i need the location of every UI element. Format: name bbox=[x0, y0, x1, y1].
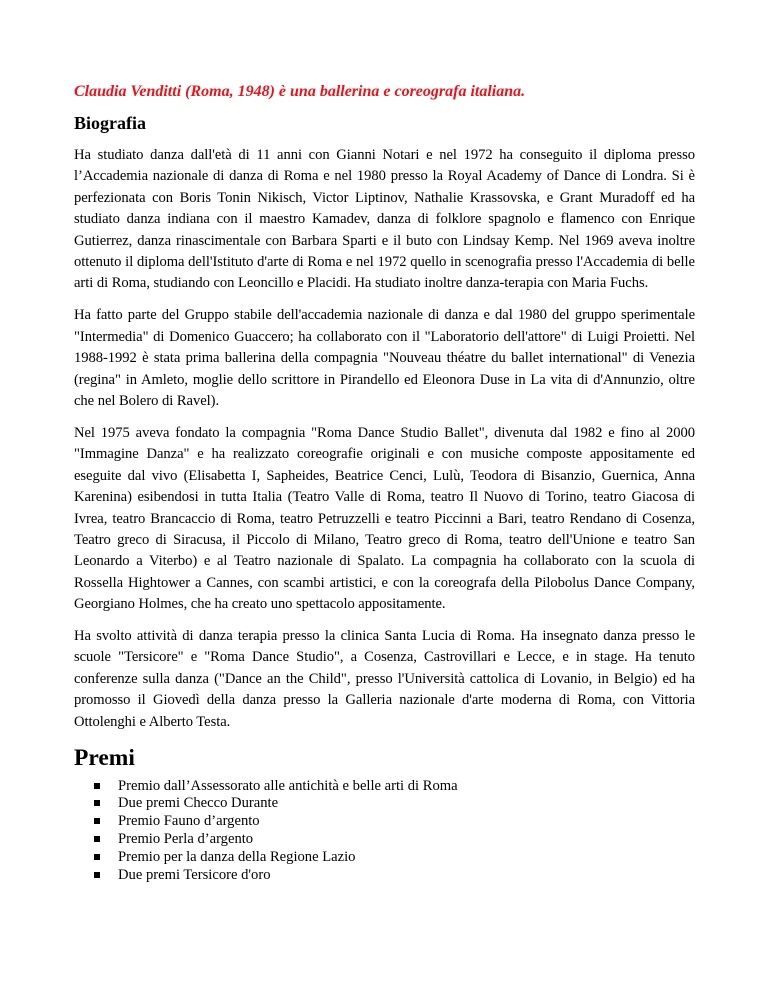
premi-item-label: Premio Perla d’argento bbox=[118, 830, 254, 847]
premi-item-label: Due premi Tersicore d'oro bbox=[118, 866, 271, 883]
square-bullet-icon bbox=[94, 836, 100, 842]
premi-list-item bbox=[94, 795, 695, 813]
biografia-paragraph-4: Ha svolto attività di danza terapia presso la clinica Santa Lucia di Roma. Ha insegnato danza presso le scuole "Tersicore" e "Roma Dance Studio", a Cosenza, Castrovillari e Lecce, e in stage. Ha tenuto conferenze sulla danza ("Dance an the Child", presso l'Università cattolica di Lovanio, in Belgio) ed ha promosso il Giovedì della danza presso la Galleria nazionale d'arte moderna di Roma, con Vittoria Ottolenghi e Alberto Testa. bbox=[74, 628, 695, 730]
square-bullet-icon bbox=[94, 872, 100, 878]
premi-list-item bbox=[94, 813, 695, 831]
intro-sentence: Claudia Venditti (Roma, 1948) è una ballerina e coreografa italiana. bbox=[74, 83, 526, 100]
document-page bbox=[74, 82, 695, 884]
premi-list-item bbox=[94, 849, 695, 867]
square-bullet-icon bbox=[94, 854, 100, 860]
premi-list-item bbox=[94, 867, 695, 885]
premi-item-label: Due premi Checco Durante bbox=[118, 795, 279, 812]
premi-list bbox=[74, 778, 695, 885]
premi-item-label: Premio dall’Assessorato alle antichità e belle arti di Roma bbox=[118, 777, 458, 794]
premi-list-item bbox=[94, 778, 695, 796]
square-bullet-icon bbox=[94, 800, 100, 806]
biografia-paragraph-3: Nel 1975 aveva fondato la compagnia "Roma Dance Studio Ballet", divenuta dal 1982 e fino al 2000 "Immagine Danza" e ha realizzato coreografie originali e con musiche composte appositamente ed eseguite dal vivo (Elisabetta I, Sapheides, Beatrice Cenci, Lulù, Teodora di Bisanzio, Guernica, Anna Karenina) esibendosi in tutta Italia (Teatro Valle di Roma, teatro Il Nuovo di Torino, teatro Giacosa di Ivrea, teatro Brancaccio di Roma, teatro Petruzzelli e teatro Piccinni a Bari, teatro Rendano di Cosenza, Teatro greco di Siracusa, il Piccolo di Milano, Teatro greco di Roma, teatro dell'Unione e teatro San Leonardo a Viterbo) e al Teatro nazionale di Spalato. La compagnia ha collaborato con la scuola di Rossella Hightower a Cannes, con scambi artistici, e con la coreografa della Pilobolus Dance Company, Georgiano Holmes, che ha creato uno spettacolo appositamente. bbox=[74, 424, 695, 613]
square-bullet-icon bbox=[94, 818, 100, 824]
premi-heading: Premi bbox=[74, 744, 135, 771]
biografia-paragraph-2: Ha fatto parte del Gruppo stabile dell'accademia nazionale di danza e dal 1980 del gruppo sperimentale "Intermedia" di Domenico Guaccero; ha collaborato con il "Laboratorio dell'attore" di Luigi Proietti. Nel 1988-1992 è stata prima ballerina della compagnia "Nouveau théatre du ballet international" di Venezia (regina" in Amleto, moglie dello scrittore in Pirandello ed Eleonora Duse in La vita di d'Annunzio, oltre che nel Bolero di Ravel). bbox=[74, 307, 695, 409]
biografia-paragraph-1: Ha studiato danza dall'età di 11 anni con Gianni Notari e nel 1972 ha conseguito il diploma presso l’Accademia nazionale di danza di Roma e nel 1980 presso la Royal Academy of Dance di Londra. Si è perfezionata con Boris Tonin Nikisch, Victor Liptinov, Nathalie Krassovska, e Grant Muradoff ed ha studiato danza indiana con il maestro Kamadev, danza di folklore spagnolo e flamenco con Enrique Gutierrez, danza rinascimentale con Barbara Sparti e il buto con Lindsay Kemp. Nel 1969 aveva inoltre ottenuto il diploma dell'Istituto d'arte di Roma e nel 1972 quello in scenografia presso l'Accademia di belle arti di Roma, studiando con Leoncillo e Placidi. Ha studiato inoltre danza-terapia con Maria Fuchs. bbox=[74, 147, 695, 292]
premi-list-item bbox=[94, 831, 695, 849]
square-bullet-icon bbox=[94, 783, 100, 789]
premi-item-label: Premio per la danza della Regione Lazio bbox=[118, 848, 356, 865]
biografia-heading: Biografia bbox=[74, 113, 146, 133]
premi-item-label: Premio Fauno d’argento bbox=[118, 813, 260, 830]
